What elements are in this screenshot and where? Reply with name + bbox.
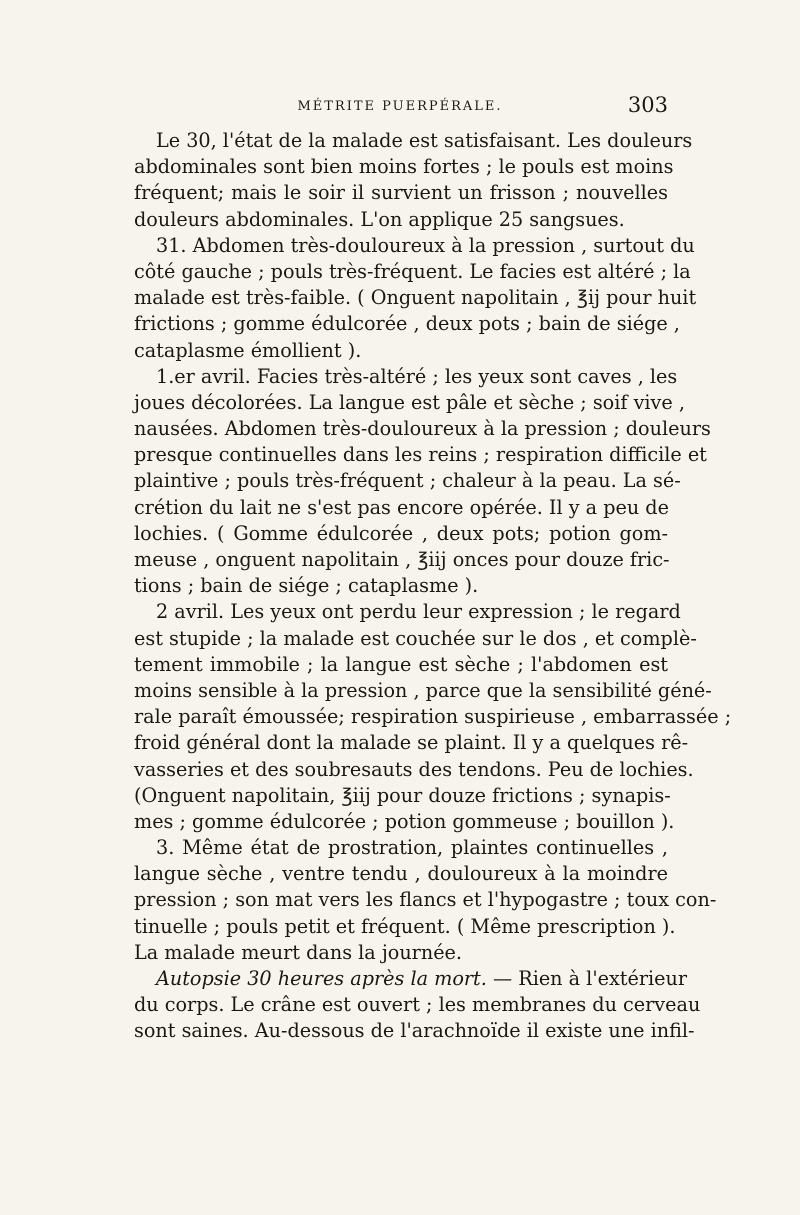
text-line: tions ; bain de siége ; cataplasme ). (134, 574, 479, 598)
text-line: tement immobile ; la langue est sèche ; l'abdomen est (134, 652, 668, 676)
text-line: est stupide ; la malade est couchée sur le dos , et complè- (134, 626, 697, 650)
text-line: côté gauche ; pouls très-fréquent. Le facies est altéré ; la (134, 259, 691, 283)
text-line-rest: — Rien à l'extérieur (486, 967, 688, 990)
text-line: langue sèche , ventre tendu , douloureux à la moindre (134, 862, 668, 886)
text-line: cataplasme émollient ). (134, 338, 362, 362)
text-line: moins sensible à la pression , parce que la sensibilité géné- (134, 678, 712, 702)
text-line: frictions ; gomme édulcorée , deux pots ; bain de siége , (134, 312, 680, 336)
text-line: pression ; son mat vers les flancs et l'hypogastre ; toux con- (134, 888, 717, 912)
text-line: 3. Même état de prostration, plaintes continuelles , (156, 836, 668, 860)
text-line: 2 avril. Les yeux ont perdu leur expression ; le regard (156, 600, 681, 624)
text-line: fréquent; mais le soir il survient un frisson ; nouvelles (134, 181, 668, 205)
running-title: MÉTRITE PUERPÉRALE. (297, 99, 503, 114)
text-line: La malade meurt dans la journée. (134, 940, 463, 964)
text-line: 1.er avril. Facies très-altéré ; les yeux sont caves , les (156, 364, 678, 388)
text-line: lochies. ( Gomme édulcorée , deux pots; potion gom- (134, 521, 668, 545)
text-line: froid général dont la malade se plaint. Il y a quelques rê- (134, 731, 689, 755)
text-line: crétion du lait ne s'est pas encore opérée. Il y a peu de (134, 495, 669, 519)
body-text (134, 128, 732, 1045)
text-line: douleurs abdominales. L'on applique 25 sangsues. (134, 207, 625, 231)
text-line: malade est très-faible. ( Onguent napolitain , ℥ij pour huit (134, 286, 697, 310)
text-line (134, 966, 688, 992)
page-header (132, 93, 668, 119)
page-number: 303 (627, 93, 668, 117)
text-line: plaintive ; pouls très-fréquent ; chaleur à la peau. La sé- (134, 469, 681, 493)
text-line: vasseries et des soubresauts des tendons. Peu de lochies. (134, 757, 694, 781)
text-line: rale paraît émoussée; respiration suspirieuse , embarrassée ; (134, 705, 732, 729)
text-line: meuse , onguent napolitain , ℥iij onces pour douze fric- (134, 548, 670, 571)
text-line: joues décolorées. La langue est pâle et sèche ; soif vive , (134, 390, 685, 414)
text-line: mes ; gomme édulcorée ; potion gommeuse ; bouillon ). (134, 809, 675, 833)
text-line: du corps. Le crâne est ouvert ; les membranes du cerveau (134, 993, 701, 1017)
text-line: presque continuelles dans les reins ; respiration difficile et (134, 443, 707, 467)
text-line: sont saines. Au-dessous de l'arachnoïde il existe une infil- (134, 1019, 695, 1043)
text-line: 31. Abdomen très-douloureux à la pression , surtout du (156, 233, 695, 257)
text-line: abdominales sont bien moins fortes ; le pouls est moins (134, 155, 674, 179)
text-line: (Onguent napolitain, ℥iij pour douze frictions ; synapis- (134, 783, 671, 807)
autopsy-heading: Autopsie 30 heures après la mort. (156, 967, 487, 990)
text-line: tinuelle ; pouls petit et fréquent. ( Même prescription ). (134, 914, 676, 938)
text-line: Le 30, l'état de la malade est satisfaisant. Les douleurs (156, 129, 693, 152)
text-line: nausées. Abdomen très-douloureux à la pression ; douleurs (134, 417, 711, 441)
